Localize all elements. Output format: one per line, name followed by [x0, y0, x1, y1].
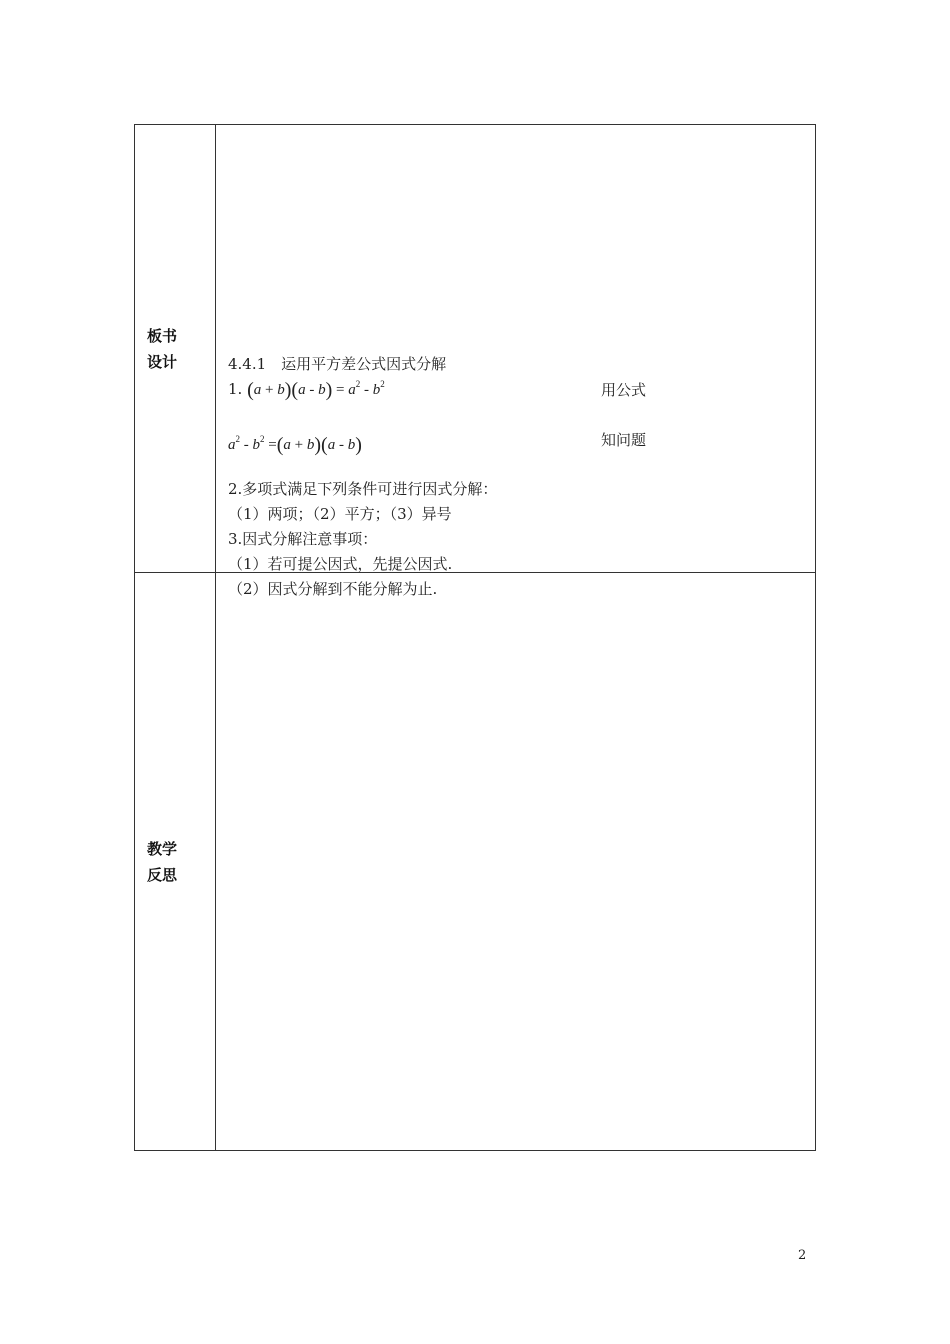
board-design-label-line1: 板书: [147, 326, 178, 345]
item-3-note-2: （2）因式分解到不能分解为止.: [228, 579, 438, 598]
item-3-note-1: （1）若可提公因式，先提公因式.: [228, 554, 453, 573]
formula-1: $(a + b)(a - b) = a^2 - b^2$: [247, 378, 385, 401]
board-design-label: [135, 323, 215, 375]
teaching-reflection-label-cell: [135, 573, 216, 1151]
item-3: 3.因式分解注意事项：: [228, 529, 378, 548]
board-design-content-cell: [216, 125, 816, 598]
teaching-reflection-label: [135, 836, 215, 888]
board-design-label-line2: 设计: [147, 352, 178, 371]
formula-2: $a^2 - b^2 =(a + b)(a - b)$: [228, 433, 362, 456]
teaching-reflection-row: [135, 573, 816, 1151]
board-design-row: [135, 125, 816, 573]
teaching-reflection-content-cell: [216, 573, 816, 1151]
side-note-2: 知问题: [601, 430, 647, 449]
formula-1-line: [228, 379, 385, 402]
board-design-title: 4.4.1 运用平方差公式因式分解: [228, 354, 447, 373]
lesson-plan-table: [134, 124, 816, 1151]
side-note-1: 用公式: [601, 380, 647, 399]
teaching-reflection-label-line2: 反思: [147, 865, 178, 884]
page-number: 2: [798, 1248, 807, 1263]
item-2: 2.多项式满足下列条件可进行因式分解：: [228, 479, 498, 498]
teaching-reflection-label-line1: 教学: [147, 839, 178, 858]
formula-2-line: [228, 434, 362, 457]
item-2-conditions: （1）两项；（2）平方；（3）异号: [228, 504, 452, 523]
item1-prefix: 1.: [228, 379, 243, 398]
board-design-label-cell: [135, 125, 216, 573]
